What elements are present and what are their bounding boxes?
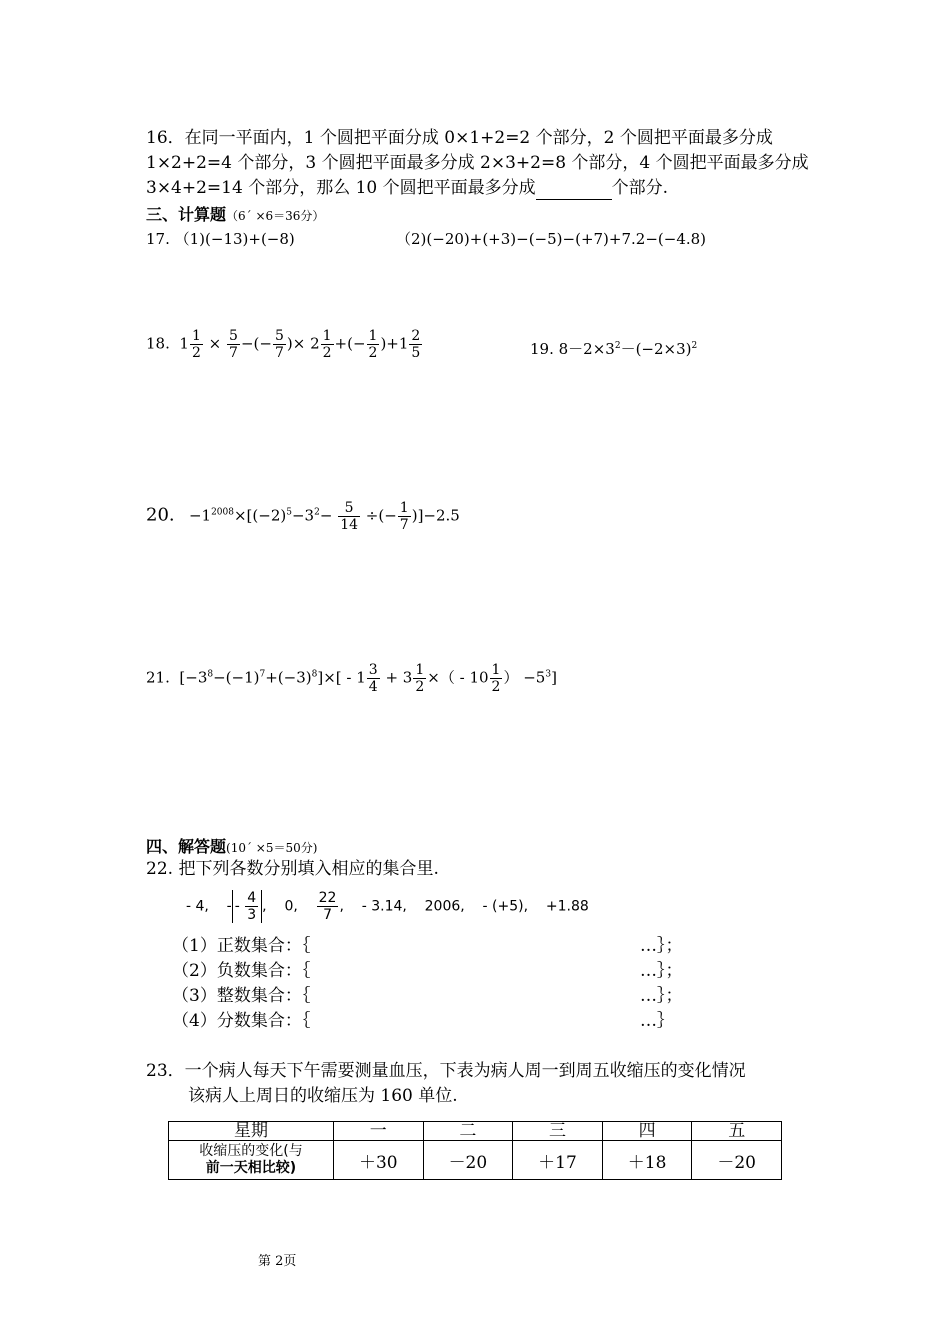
q22-set3-label: （3）整数集合：｛ xyxy=(172,986,311,1006)
q20-exp3: 2 xyxy=(314,507,320,518)
q20-b: ×[(−2) xyxy=(233,506,287,525)
q18-op1: × xyxy=(208,334,222,353)
q22-set3-end: …｝； xyxy=(640,986,683,1006)
q18-frac4 xyxy=(321,328,334,361)
q21-frac3 xyxy=(490,662,503,695)
q20-d: − xyxy=(319,506,333,525)
section3-heading xyxy=(146,202,324,225)
q21-c: +(−3) xyxy=(265,668,312,687)
q19-expression xyxy=(530,338,697,359)
q21-number: 21. xyxy=(146,668,170,687)
q18-frac3-den: 7 xyxy=(274,345,284,361)
table-header-cell: 五 xyxy=(692,1122,782,1141)
row-label-cell xyxy=(169,1141,334,1180)
q21-expression xyxy=(146,662,557,695)
q21-frac2-num: 1 xyxy=(415,662,425,678)
q21-frac3-den: 2 xyxy=(491,679,501,695)
q22-numbers xyxy=(186,890,589,923)
q20-exp1: 2008 xyxy=(211,507,234,518)
q20-expression xyxy=(146,500,460,533)
q20-exp2: 5 xyxy=(286,507,292,518)
q18-frac5-num: 1 xyxy=(368,328,378,344)
q23-line1: 23．一个病人每天下午需要测量血压，下表为病人周一到周五收缩压的变化情况 xyxy=(146,1061,746,1081)
q18-frac1 xyxy=(190,328,203,361)
q18-whole2: 2 xyxy=(310,334,320,353)
q21-frac2-den: 2 xyxy=(415,679,425,695)
q17-part1: 17. （1)(−13)+(−8) xyxy=(146,230,295,248)
q18-frac2-num: 5 xyxy=(229,328,238,344)
q21-exp2: 7 xyxy=(259,669,266,680)
q22-n6: 2006, xyxy=(424,898,465,915)
section4-heading xyxy=(146,834,317,857)
q18-frac1-den: 2 xyxy=(191,345,201,361)
q16-line3-b: 个部分. xyxy=(611,178,669,198)
q20-f: )]−2.5 xyxy=(411,506,460,525)
q22-set2-label: （2）负数集合：｛ xyxy=(172,961,311,981)
q21-h: ） −5 xyxy=(503,668,546,687)
q16-line2: 1×2+2=4 个部分，3 个圆把平面最多分成 2×3+2=8 个部分，4 个圆把平面最多分成 xyxy=(146,153,809,173)
q18-op4: +(− xyxy=(334,334,366,353)
q17-part2: （2)(−20)+(+3)−(−5)−(+7)+7.2−(−4.8) xyxy=(396,230,707,248)
q22-frac2-den: 7 xyxy=(323,907,332,923)
q18-frac6 xyxy=(409,328,422,361)
q18-frac6-num: 2 xyxy=(411,328,421,344)
q22-n3: 0, xyxy=(284,898,298,915)
q21-frac3-num: 1 xyxy=(491,662,501,678)
q21-i: ] xyxy=(551,668,557,687)
table-header-row xyxy=(169,1122,782,1141)
q22-frac1-num: 4 xyxy=(247,890,257,906)
table-cell: －20 xyxy=(692,1141,782,1180)
q21-exp1: 8 xyxy=(207,669,214,680)
q20-number: 20. xyxy=(146,504,175,526)
q21-frac2 xyxy=(413,662,426,695)
q22-n4: , xyxy=(339,898,344,915)
table-header-cell: 二 xyxy=(423,1122,513,1141)
q18-frac4-num: 1 xyxy=(322,328,332,344)
q20-frac2 xyxy=(398,500,411,533)
q19-exp2: 2 xyxy=(691,341,698,351)
table-header-cell: 四 xyxy=(602,1122,692,1141)
q22-stem: 22. 把下列各数分别填入相应的集合里. xyxy=(146,859,439,879)
q20-frac2-den: 7 xyxy=(399,517,409,533)
q22-set2-end: …｝； xyxy=(640,961,683,981)
q21-d: ]×[ - 1 xyxy=(317,668,366,687)
section3-title: 三、计算题 xyxy=(146,205,227,224)
q21-a: [−3 xyxy=(179,668,208,687)
q21-g: ×（ - 10 xyxy=(427,668,489,687)
q20-frac1 xyxy=(338,500,360,533)
q22-n2b: , xyxy=(262,898,267,915)
q18-number: 18. xyxy=(146,334,170,353)
q22-n1: - 4, xyxy=(186,898,209,915)
q20-frac1-den: 14 xyxy=(340,517,359,533)
q18-frac5 xyxy=(367,328,380,361)
answer-blank[interactable] xyxy=(536,181,612,200)
q18-frac4-den: 2 xyxy=(322,345,332,361)
q18-op2: −(− xyxy=(240,334,272,353)
q16-line3-a: 3×4+2=14 个部分，那么 10 个圆把平面最多分成 xyxy=(146,178,536,198)
q22-frac1-den: 3 xyxy=(247,907,257,923)
q18-frac3 xyxy=(273,328,286,361)
table-cell: －20 xyxy=(423,1141,513,1180)
q22-set1-label: （1）正数集合：｛ xyxy=(172,936,311,956)
q19-text2: －(−2×3) xyxy=(620,340,692,358)
q21-frac1-den: 4 xyxy=(368,679,378,695)
table-row xyxy=(169,1141,782,1180)
q20-c: −3 xyxy=(291,506,315,525)
q21-e: + 3 xyxy=(380,668,413,687)
q22-frac2 xyxy=(317,890,339,923)
q18-frac2-den: 7 xyxy=(229,345,238,361)
q20-a: −1 xyxy=(188,506,212,525)
q22-n2a: - xyxy=(226,898,232,915)
q18-frac6-den: 5 xyxy=(411,345,421,361)
q22-n5: - 3.14, xyxy=(361,898,407,915)
row-label-line1: 收缩压的变化(与 xyxy=(199,1143,303,1159)
q19-text1: 19. 8－2×3 xyxy=(530,340,615,358)
q18-frac3-num: 5 xyxy=(274,328,284,344)
row-label-line2: 前一天相比较) xyxy=(205,1160,297,1176)
q18-frac2 xyxy=(227,328,240,361)
q18-expression xyxy=(146,328,423,361)
table-header-cell: 三 xyxy=(513,1122,603,1141)
q20-frac1-num: 5 xyxy=(338,500,360,517)
table-header-cell: 星期 xyxy=(169,1122,334,1141)
q18-frac5-den: 2 xyxy=(368,345,378,361)
q20-e: ÷(− xyxy=(365,506,397,525)
q22-abs-minus: - xyxy=(234,898,245,915)
q22-n8: +1.88 xyxy=(545,898,589,915)
q22-set1-end: …｝； xyxy=(640,936,683,956)
q21-frac1-num: 3 xyxy=(368,662,378,678)
section4-title: 四、解答题 xyxy=(146,837,227,856)
q18-op3: )× xyxy=(286,334,306,353)
q21-frac1 xyxy=(367,662,380,695)
q18-op5: )+1 xyxy=(380,334,409,353)
q23-line2: 该病人上周日的收缩压为 160 单位. xyxy=(188,1086,458,1106)
blood-pressure-table xyxy=(168,1121,782,1180)
q22-set4-label: （4）分数集合：｛ xyxy=(172,1011,311,1031)
q22-n7: - (+5), xyxy=(482,898,529,915)
section3-score: （6´ ×6＝36分） xyxy=(226,209,325,223)
q22-frac1 xyxy=(245,890,258,923)
q21-exp3: 8 xyxy=(311,669,318,680)
q22-abs-value xyxy=(232,890,262,923)
section4-score: (10´ ×5＝50分) xyxy=(226,841,318,855)
q18-whole1: 1 xyxy=(179,334,189,353)
page-number: 第 2页 xyxy=(258,1254,297,1269)
q19-exp1: 2 xyxy=(614,341,621,351)
q20-frac2-num: 1 xyxy=(399,500,409,516)
q16-line1: 16．在同一平面内，1 个圆把平面分成 0×1+2=2 个部分，2 个圆把平面最多分成 xyxy=(146,128,773,148)
q21-exp4: 3 xyxy=(545,669,552,680)
q18-frac1-num: 1 xyxy=(191,328,201,344)
q22-set4-end: …｝ xyxy=(640,1011,674,1031)
q16-line3 xyxy=(146,176,668,200)
table-cell: ＋18 xyxy=(602,1141,692,1180)
q22-frac2-num: 22 xyxy=(318,890,337,906)
table-cell: ＋17 xyxy=(513,1141,603,1180)
table-header-cell: 一 xyxy=(334,1122,424,1141)
table-cell: ＋30 xyxy=(334,1141,424,1180)
q21-b: −(−1) xyxy=(213,668,260,687)
